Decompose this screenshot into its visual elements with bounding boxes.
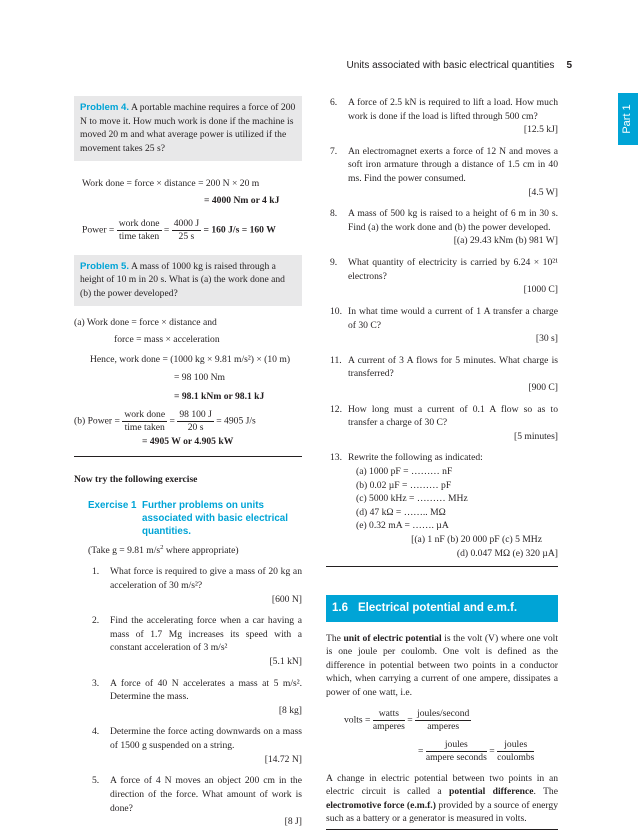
list-item: 11. A current of 3 A flows for 5 minutes. What charge is transferred? [900 C]	[330, 354, 558, 393]
exercise-list-right	[326, 96, 558, 560]
p5-line-a4: = 98 100 Nm	[174, 372, 225, 384]
volts-equation-2: = $\frac{\text{joules}}{\text{ampere seconds}}$ = $\frac{\text{joules}}{\text{coulombs}}$	[418, 738, 535, 763]
list-item: 1. What force is required to give a mass of 20 kg an acceleration of 30 m/s²? [600 N]	[92, 566, 302, 605]
list-item: 5. A force of 4 N moves an object 200 cm in the direction of the force. What amount of work is done? [8 J]	[92, 775, 302, 828]
section-title: Electrical potential and e.m.f.	[358, 602, 518, 615]
p5-fraction-2: $\frac{98 100 J}{20 s}$	[179, 408, 212, 433]
p5-line-a1: (a) Work done = force × distance and	[74, 317, 217, 329]
power-lhs: Power =	[82, 224, 115, 236]
list-item: 4. Determine the force acting downwards on a mass of 1500 g suspended on a string. [14.72 N]	[92, 726, 302, 765]
sub-list: (a) 1000 pF = ……… nF (b) 0.02 µF = ……… pF (c) 5000 kHz = ……… MHz (d) 47 kΩ = …….. MΩ (e) 0.32 mA = ……. µA	[356, 466, 468, 532]
list-item: 7. An electromagnet exerts a force of 12 N and moves a soft iron armature through a distance of 1.5 cm in 40 ms. Find the power consumed. [4.5 W]	[330, 145, 558, 198]
now-try-heading: Now try the following exercise	[74, 474, 198, 486]
header-title: Units associated with basic electrical quantities	[346, 60, 555, 71]
volts-equation-1: volts = $\frac{\text{watts}}{\text{amperes}}$ = $\frac{\text{joules/second}}{\text{amperes}}$	[344, 707, 470, 732]
volts-fraction-3: $\frac{\text{joules}}{\text{ampere seconds}}$	[425, 738, 487, 763]
problem-5-text: A mass of 1000 kg is raised through a height of 10 m in 20 s. What is (a) the work done and (b) the power developed?	[80, 260, 285, 299]
exercise-label: Exercise 1	[88, 499, 137, 511]
volts-fraction-1: $\frac{\text{watts}}{\text{amperes}}$	[372, 707, 405, 732]
p5-line-a2: force = mass × acceleration	[114, 334, 220, 346]
bottom-divider	[326, 829, 558, 830]
right-divider	[326, 566, 558, 567]
list-item: 6. A force of 2.5 kN is required to lift a load. How much work is done if the load is lifted through 500 cm? [12.5 kJ]	[330, 97, 558, 136]
exercise-list-left	[74, 565, 302, 828]
running-header	[347, 59, 572, 73]
list-item: 10. In what time would a current of 1 A transfer a charge of 30 C? [30 s]	[330, 305, 558, 345]
p5-power-equation: (b) Power = $\frac{\text{work done}}{\text{time taken}}$ = $\frac{98 100 J}{20 s}$ = 4905 J/s	[74, 408, 256, 433]
divider	[74, 456, 302, 457]
p5-power-result: = 4905 W or 4.905 kW	[142, 435, 234, 447]
section-paragraph-1: The unit of electric potential is the volt (V) where one volt is one joule per coulomb. One volt is defined as the difference in potential between two points in a conductor which, when carrying a current of one ampere, dissipates a power of one watt, i.e.	[326, 632, 558, 699]
power-result: = 160 J/s = 160 W	[203, 224, 276, 236]
list-item: 3. A force of 40 N accelerates a mass at 5 m/s². Determine the mass. [8 kg]	[92, 677, 302, 716]
problem-5-label: Problem 5.	[80, 260, 130, 272]
problem-4-label: Problem 4.	[80, 102, 130, 113]
problem-4-text: A portable machine requires a force of 200 N to move it. How much work is done if the machine is moved 20 m and what average power is utilized if the movement takes 25 s?	[80, 102, 296, 154]
list-item: 9. What quantity of electricity is carried by 6.24 × 10²¹ electrons? [1000 C]	[330, 257, 558, 296]
list-item: 13. Rewrite the following as indicated: (a) 1000 pF = ……… nF (b) 0.02 µF = ……… pF (c) 5000 kHz = ……… MHz (d) 47 kΩ = …….. MΩ (e) 0.32 mA = ……. µA [(a) 1 nF (b) 20 000 pF (c) 5 MHz (d) 0.047 MΩ (e) 320 µA]	[330, 452, 558, 559]
work-equation: Work done = force × distance = 200 N × 20 m	[82, 178, 260, 190]
volts-fraction-2: $\frac{\text{joules/second}}{\text{amperes}}$	[417, 707, 470, 732]
list-item: 12. How long must a current of 0.1 A flow so as to transfer a charge of 30 C? [5 minutes]	[330, 403, 558, 442]
problem-5-box	[74, 255, 302, 307]
part-tab-label: Part 1	[621, 104, 634, 134]
left-column	[74, 96, 302, 837]
section-paragraph-2: A change in electric potential between two points in an electric circuit is called a potential difference. The electromotive force (e.m.f.) provided by a source of energy such as a battery or a generator is measured in volts.	[326, 772, 558, 825]
section-heading	[326, 595, 558, 621]
section-number: 1.6	[332, 602, 348, 615]
list-item: 2. Find the accelerating force when a car having a mass of 1.7 Mg increases its speed with a constant acceleration of 3 m/s² [5.1 kN]	[92, 615, 302, 668]
exercise-heading	[74, 499, 302, 538]
problem-4-box	[74, 96, 302, 161]
exercise-title: Further problems on units associated with basic electrical quantities.	[142, 499, 288, 537]
power-fraction-2: $\frac{4000 J}{25 s}$	[173, 217, 200, 242]
p5-line-a3: Hence, work done = (1000 kg × 9.81 m/s²) × (10 m)	[90, 353, 291, 365]
list-item: 8. A mass of 500 kg is raised to a height of 6 m in 30 s. Find (a) the work done and (b) the power developed. [(a) 29.43 kNm (b) 981 W]	[330, 208, 558, 247]
work-result: = 4000 Nm or 4 kJ	[204, 195, 280, 207]
p5-line-a5: = 98.1 kNm or 98.1 kJ	[174, 390, 265, 402]
exercise-note: (Take g = 9.81 $m/s^2$ where appropriate)	[88, 543, 239, 556]
volts-fraction-4: $\frac{\text{joules}}{\text{coulombs}}$	[497, 738, 535, 763]
right-column	[326, 96, 558, 830]
p5-fraction-1: $\frac{\text{work done}}{\text{time taken}}$	[124, 408, 166, 433]
power-equation: Power = $\frac{\text{work done}}{\text{time taken}}$ = $\frac{4000 J}{25 s}$ = 160 J/s = 160 W	[82, 217, 276, 242]
page-number: 5	[566, 60, 572, 71]
part-tab	[618, 93, 638, 145]
power-fraction-1: $\frac{\text{work done}}{\text{time taken}}$	[118, 217, 160, 242]
